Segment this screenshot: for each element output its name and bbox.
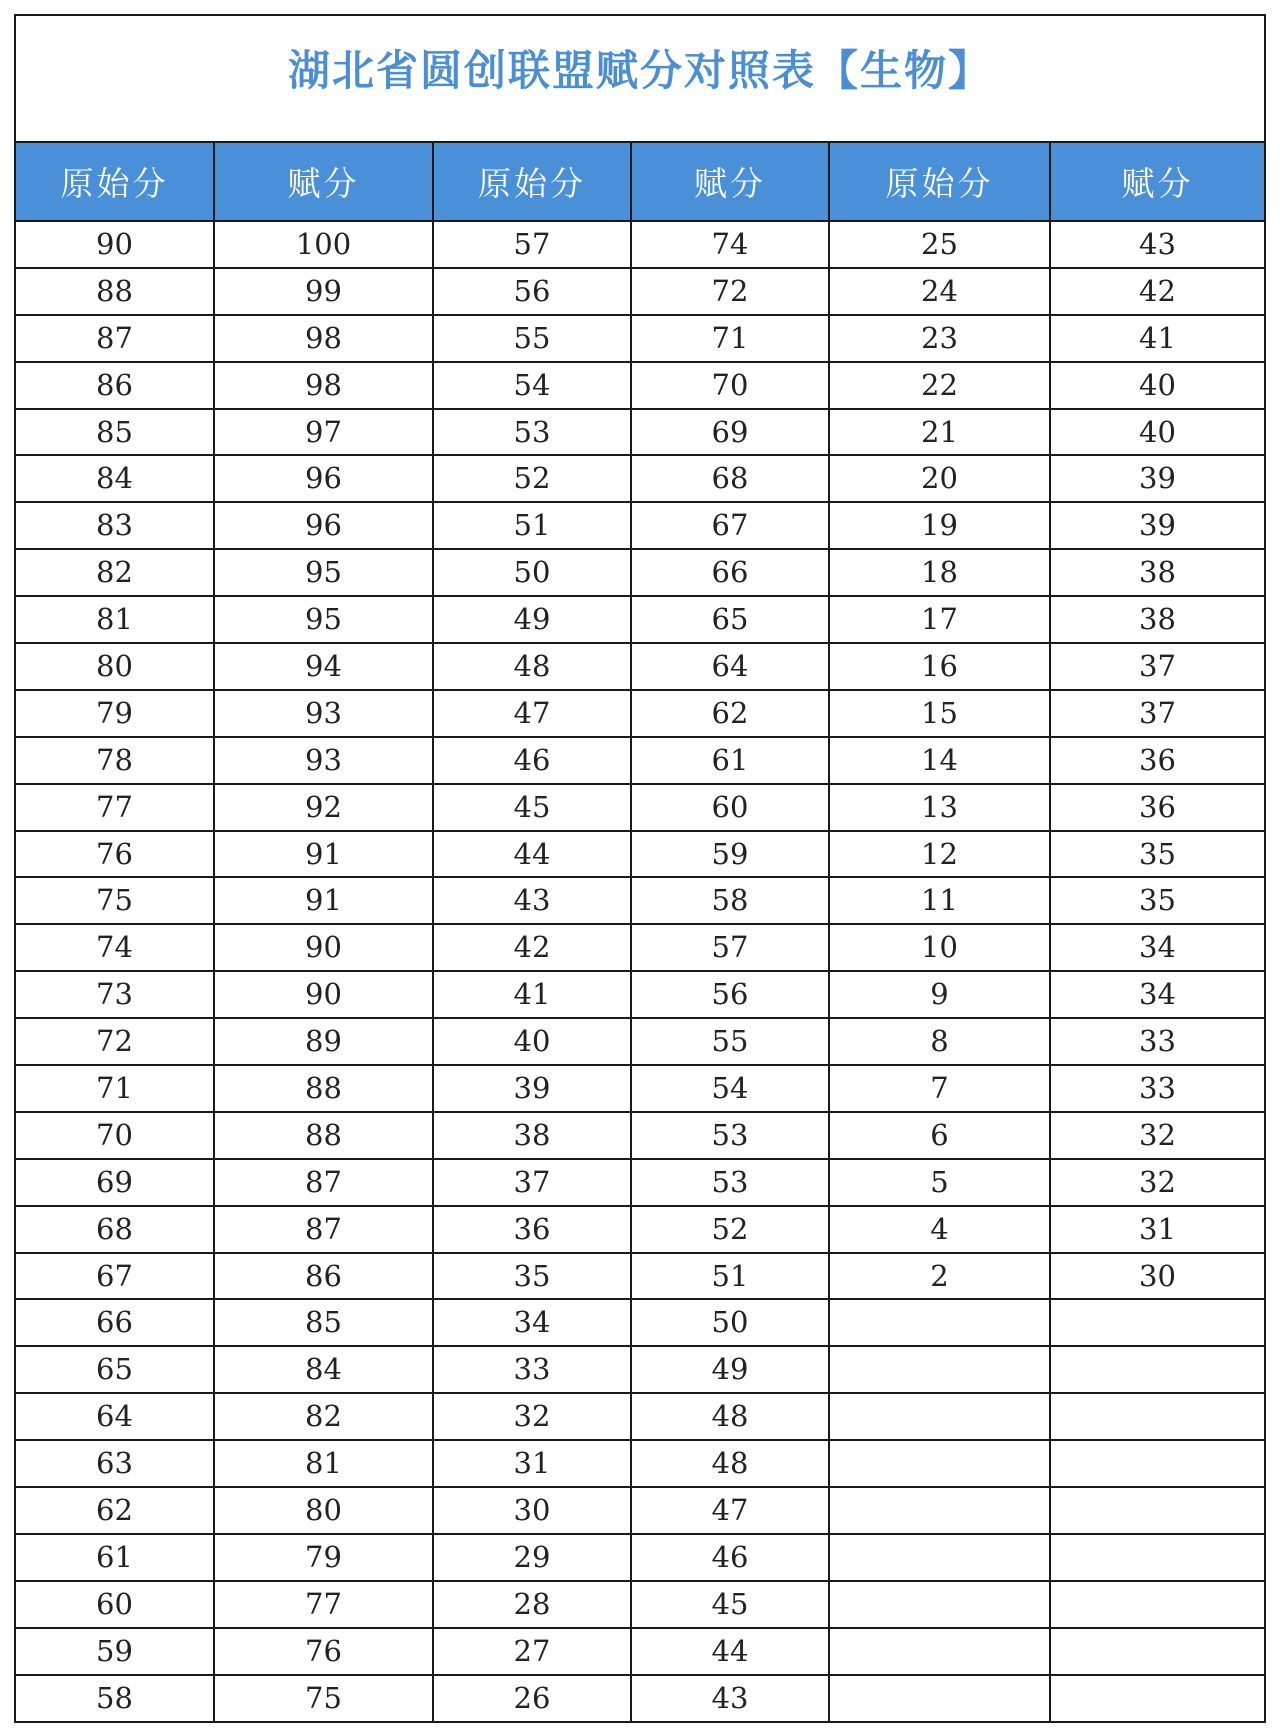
assigned-score-cell: 59 [631,831,829,878]
table-header-row [16,143,1264,221]
column-header-raw-score: 原始分 [16,143,214,221]
raw-score-cell: 24 [829,268,1050,315]
table-row [16,268,1264,315]
column-header-assigned-score: 赋分 [631,143,829,221]
raw-score-cell: 46 [433,737,631,784]
raw-score-cell [829,1628,1050,1675]
assigned-score-cell: 64 [631,643,829,690]
assigned-score-cell: 37 [1050,690,1264,737]
table-row [16,877,1264,924]
raw-score-cell: 59 [16,1628,214,1675]
raw-score-cell: 67 [16,1253,214,1300]
raw-score-cell: 40 [433,1018,631,1065]
assigned-score-cell: 72 [631,268,829,315]
table-row [16,221,1264,268]
table-row [16,784,1264,831]
assigned-score-cell: 90 [214,971,433,1018]
raw-score-cell: 90 [16,221,214,268]
assigned-score-cell: 58 [631,877,829,924]
assigned-score-cell: 69 [631,409,829,456]
assigned-score-cell: 48 [631,1440,829,1487]
title-area [16,16,1264,143]
raw-score-cell: 76 [16,831,214,878]
assigned-score-cell: 30 [1050,1253,1264,1300]
raw-score-cell: 39 [433,1065,631,1112]
raw-score-cell: 79 [16,690,214,737]
raw-score-cell: 49 [433,596,631,643]
assigned-score-cell: 53 [631,1112,829,1159]
raw-score-cell: 87 [16,315,214,362]
raw-score-cell [829,1581,1050,1628]
assigned-score-cell [1050,1393,1264,1440]
assigned-score-cell: 38 [1050,549,1264,596]
raw-score-cell: 65 [16,1346,214,1393]
raw-score-cell: 85 [16,409,214,456]
assigned-score-cell: 90 [214,924,433,971]
assigned-score-cell: 71 [631,315,829,362]
assigned-score-cell: 40 [1050,362,1264,409]
assigned-score-cell: 94 [214,643,433,690]
raw-score-cell: 69 [16,1159,214,1206]
raw-score-cell: 41 [433,971,631,1018]
raw-score-cell: 64 [16,1393,214,1440]
raw-score-cell: 53 [433,409,631,456]
assigned-score-cell: 35 [1050,831,1264,878]
table-row [16,315,1264,362]
raw-score-cell [829,1534,1050,1581]
raw-score-cell: 83 [16,502,214,549]
raw-score-cell: 57 [433,221,631,268]
assigned-score-cell: 38 [1050,596,1264,643]
table-row [16,1159,1264,1206]
raw-score-cell: 48 [433,643,631,690]
raw-score-cell: 35 [433,1253,631,1300]
assigned-score-cell: 93 [214,737,433,784]
raw-score-cell: 54 [433,362,631,409]
assigned-score-cell: 87 [214,1206,433,1253]
assigned-score-cell: 55 [631,1018,829,1065]
assigned-score-cell: 75 [214,1675,433,1722]
raw-score-cell: 80 [16,643,214,690]
table-row [16,690,1264,737]
assigned-score-cell: 79 [214,1534,433,1581]
raw-score-cell: 30 [433,1487,631,1534]
raw-score-cell: 18 [829,549,1050,596]
raw-score-cell: 34 [433,1299,631,1346]
assigned-score-cell: 45 [631,1581,829,1628]
column-header-assigned-score: 赋分 [214,143,433,221]
assigned-score-cell: 99 [214,268,433,315]
assigned-score-cell: 80 [214,1487,433,1534]
assigned-score-cell [1050,1534,1264,1581]
assigned-score-cell: 86 [214,1253,433,1300]
raw-score-cell: 84 [16,455,214,502]
assigned-score-cell: 41 [1050,315,1264,362]
raw-score-cell: 47 [433,690,631,737]
assigned-score-cell: 49 [631,1346,829,1393]
assigned-score-cell: 54 [631,1065,829,1112]
raw-score-cell: 19 [829,502,1050,549]
assigned-score-cell: 74 [631,221,829,268]
raw-score-cell: 14 [829,737,1050,784]
assigned-score-cell [1050,1581,1264,1628]
assigned-score-cell: 66 [631,549,829,596]
assigned-score-cell: 51 [631,1253,829,1300]
raw-score-cell: 86 [16,362,214,409]
assigned-score-cell [1050,1346,1264,1393]
table-row [16,1628,1264,1675]
score-conversion-sheet [14,14,1266,1723]
assigned-score-cell: 95 [214,596,433,643]
assigned-score-cell: 100 [214,221,433,268]
assigned-score-cell: 98 [214,362,433,409]
table-row [16,1206,1264,1253]
assigned-score-cell: 87 [214,1159,433,1206]
raw-score-cell [829,1487,1050,1534]
assigned-score-cell: 77 [214,1581,433,1628]
assigned-score-cell: 70 [631,362,829,409]
raw-score-cell: 70 [16,1112,214,1159]
raw-score-cell: 37 [433,1159,631,1206]
raw-score-cell: 45 [433,784,631,831]
assigned-score-cell: 50 [631,1299,829,1346]
assigned-score-cell: 92 [214,784,433,831]
raw-score-cell: 11 [829,877,1050,924]
assigned-score-cell: 93 [214,690,433,737]
raw-score-cell: 26 [433,1675,631,1722]
assigned-score-cell: 95 [214,549,433,596]
table-row [16,1440,1264,1487]
raw-score-cell: 22 [829,362,1050,409]
raw-score-cell: 82 [16,549,214,596]
raw-score-cell: 51 [433,502,631,549]
assigned-score-cell: 37 [1050,643,1264,690]
raw-score-cell [829,1346,1050,1393]
assigned-score-cell: 35 [1050,877,1264,924]
table-row [16,1581,1264,1628]
raw-score-cell: 21 [829,409,1050,456]
assigned-score-cell: 42 [1050,268,1264,315]
raw-score-cell: 5 [829,1159,1050,1206]
raw-score-cell: 23 [829,315,1050,362]
assigned-score-cell: 34 [1050,971,1264,1018]
raw-score-cell [829,1675,1050,1722]
table-row [16,1346,1264,1393]
table-row [16,1534,1264,1581]
assigned-score-cell: 68 [631,455,829,502]
table-row [16,1018,1264,1065]
raw-score-cell: 17 [829,596,1050,643]
assigned-score-cell: 48 [631,1393,829,1440]
raw-score-cell: 42 [433,924,631,971]
raw-score-cell [829,1393,1050,1440]
assigned-score-cell: 31 [1050,1206,1264,1253]
table-row [16,924,1264,971]
raw-score-cell: 63 [16,1440,214,1487]
score-conversion-table [16,143,1264,1722]
assigned-score-cell: 61 [631,737,829,784]
assigned-score-cell: 98 [214,315,433,362]
raw-score-cell: 38 [433,1112,631,1159]
raw-score-cell: 25 [829,221,1050,268]
assigned-score-cell: 60 [631,784,829,831]
table-row [16,1065,1264,1112]
raw-score-cell: 13 [829,784,1050,831]
raw-score-cell: 4 [829,1206,1050,1253]
raw-score-cell: 9 [829,971,1050,1018]
table-row [16,1253,1264,1300]
raw-score-cell: 27 [433,1628,631,1675]
assigned-score-cell: 32 [1050,1159,1264,1206]
raw-score-cell: 2 [829,1253,1050,1300]
raw-score-cell: 44 [433,831,631,878]
raw-score-cell: 52 [433,455,631,502]
table-row [16,409,1264,456]
raw-score-cell: 32 [433,1393,631,1440]
assigned-score-cell: 81 [214,1440,433,1487]
raw-score-cell [829,1440,1050,1487]
raw-score-cell: 55 [433,315,631,362]
column-header-assigned-score: 赋分 [1050,143,1264,221]
raw-score-cell: 68 [16,1206,214,1253]
table-row [16,971,1264,1018]
table-row [16,596,1264,643]
raw-score-cell: 20 [829,455,1050,502]
raw-score-cell: 15 [829,690,1050,737]
table-row [16,502,1264,549]
raw-score-cell: 8 [829,1018,1050,1065]
table-row [16,643,1264,690]
raw-score-cell: 56 [433,268,631,315]
column-header-raw-score: 原始分 [829,143,1050,221]
assigned-score-cell: 88 [214,1065,433,1112]
assigned-score-cell: 88 [214,1112,433,1159]
raw-score-cell: 88 [16,268,214,315]
assigned-score-cell: 36 [1050,784,1264,831]
assigned-score-cell: 76 [214,1628,433,1675]
raw-score-cell: 58 [96,1681,133,1716]
table-body [16,221,1264,1722]
assigned-score-cell: 82 [214,1393,433,1440]
assigned-score-cell [1050,1487,1264,1534]
raw-score-cell: 66 [16,1299,214,1346]
raw-score-cell: 77 [16,784,214,831]
page-title: 湖北省圆创联盟赋分对照表【生物】 [287,46,992,95]
assigned-score-cell: 56 [631,971,829,1018]
table-row [16,455,1264,502]
assigned-score-cell: 43 [631,1675,829,1722]
raw-score-cell: 60 [16,1581,214,1628]
table-row [16,549,1264,596]
assigned-score-cell: 46 [631,1534,829,1581]
table-row [16,1112,1264,1159]
raw-score-cell: 33 [433,1346,631,1393]
assigned-score-cell: 44 [631,1628,829,1675]
raw-score-cell: 10 [829,924,1050,971]
assigned-score-cell: 84 [214,1346,433,1393]
assigned-score-cell: 62 [631,690,829,737]
assigned-score-cell: 91 [214,831,433,878]
table-row [16,1675,1264,1722]
assigned-score-cell: 57 [631,924,829,971]
assigned-score-cell: 33 [1050,1065,1264,1112]
assigned-score-cell [1050,1628,1264,1675]
assigned-score-cell: 40 [1050,409,1264,456]
raw-score-cell: 7 [829,1065,1050,1112]
raw-score-cell [829,1299,1050,1346]
table-row [16,1393,1264,1440]
assigned-score-cell: 85 [214,1299,433,1346]
assigned-score-cell: 47 [631,1487,829,1534]
raw-score-cell: 74 [16,924,214,971]
assigned-score-cell: 53 [631,1159,829,1206]
assigned-score-cell: 91 [214,877,433,924]
raw-score-cell: 36 [433,1206,631,1253]
table-row [16,1487,1264,1534]
raw-score-cell: 81 [16,596,214,643]
raw-score-cell: 71 [16,1065,214,1112]
assigned-score-cell [1050,1299,1264,1346]
table-row [16,1299,1264,1346]
assigned-score-cell: 39 [1050,502,1264,549]
raw-score-cell: 50 [433,549,631,596]
assigned-score-cell: 36 [1050,737,1264,784]
raw-score-cell: 28 [433,1581,631,1628]
table-row [16,362,1264,409]
assigned-score-cell [1050,1440,1264,1487]
raw-score-cell: 61 [16,1534,214,1581]
table-row [16,737,1264,784]
raw-score-cell: 6 [829,1112,1050,1159]
assigned-score-cell: 89 [214,1018,433,1065]
assigned-score-cell: 34 [1050,924,1264,971]
raw-score-cell: 29 [433,1534,631,1581]
raw-score-cell: 78 [16,737,214,784]
assigned-score-cell: 32 [1050,1112,1264,1159]
raw-score-cell: 73 [16,971,214,1018]
raw-score-cell: 31 [433,1440,631,1487]
raw-score-cell: 72 [16,1018,214,1065]
column-header-raw-score: 原始分 [433,143,631,221]
raw-score-cell: 16 [829,643,1050,690]
assigned-score-cell [1050,1675,1264,1722]
assigned-score-cell: 33 [1050,1018,1264,1065]
assigned-score-cell: 43 [1050,221,1264,268]
assigned-score-cell: 96 [214,502,433,549]
assigned-score-cell: 97 [214,409,433,456]
assigned-score-cell: 52 [631,1206,829,1253]
assigned-score-cell: 67 [631,502,829,549]
raw-score-cell: 43 [433,877,631,924]
assigned-score-cell: 65 [631,596,829,643]
assigned-score-cell: 39 [1050,455,1264,502]
raw-score-cell: 62 [16,1487,214,1534]
assigned-score-cell: 96 [214,455,433,502]
raw-score-cell: 75 [16,877,214,924]
raw-score-cell: 12 [829,831,1050,878]
table-row [16,831,1264,878]
